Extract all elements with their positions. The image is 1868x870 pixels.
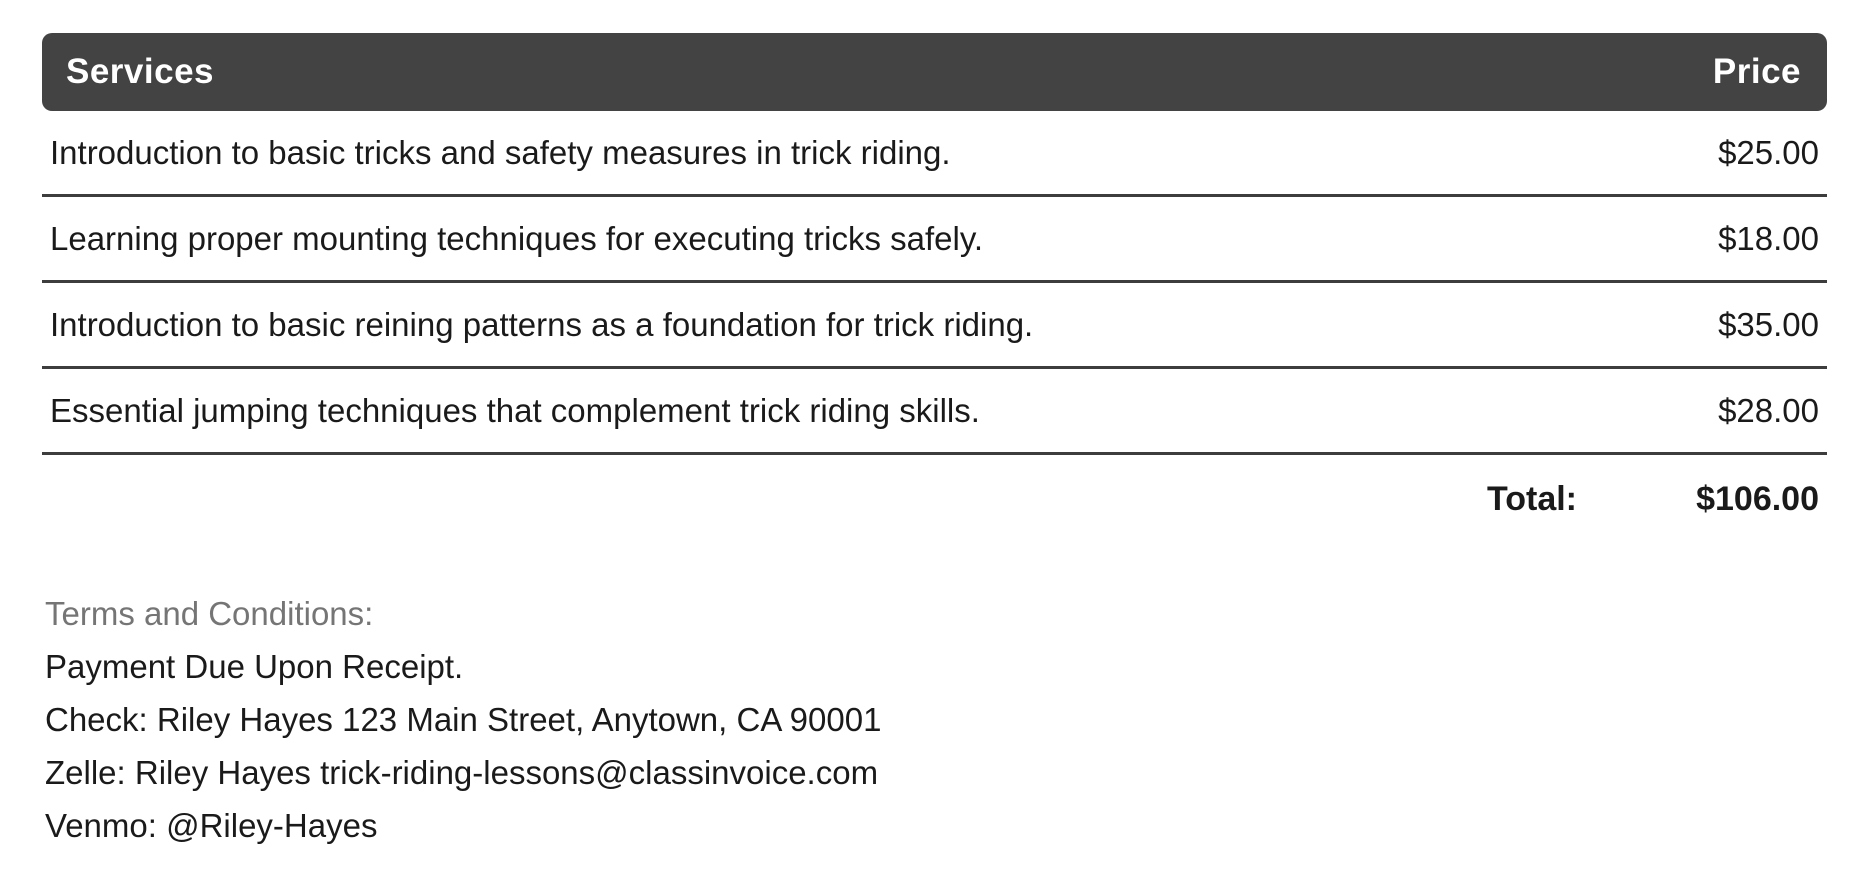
price-column-header: Price — [1712, 52, 1801, 91]
terms-heading: Terms and Conditions: — [45, 595, 374, 632]
price-cell: $25.00 — [1718, 133, 1819, 171]
services-table — [42, 33, 1827, 543]
table-row — [42, 369, 1827, 455]
table-row — [42, 283, 1827, 369]
service-description-cell: Essential jumping techniques that complement trick riding skills. — [50, 391, 980, 429]
total-label: Total: — [1486, 479, 1577, 518]
price-cell: $35.00 — [1718, 305, 1819, 343]
table-row — [42, 111, 1827, 197]
terms-line-venmo: Venmo: @Riley-Hayes — [45, 807, 378, 844]
price-cell: $28.00 — [1718, 391, 1819, 429]
services-column-header: Services — [66, 52, 215, 91]
terms-line-zelle: Zelle: Riley Hayes trick-riding-lessons@classinvoice.com — [45, 754, 879, 791]
total-row — [42, 455, 1827, 543]
service-description-cell: Introduction to basic reining patterns as a foundation for trick riding. — [50, 305, 1034, 343]
terms-and-conditions-section — [42, 587, 1827, 852]
price-cell: $18.00 — [1718, 219, 1819, 257]
total-value: $106.00 — [1696, 479, 1819, 518]
terms-line-check: Check: Riley Hayes 123 Main Street, Anytown, CA 90001 — [45, 701, 882, 738]
service-description-cell: Introduction to basic tricks and safety measures in trick riding. — [50, 133, 951, 171]
terms-line-payment-due: Payment Due Upon Receipt. — [45, 648, 464, 685]
table-row — [42, 197, 1827, 283]
service-description-cell: Learning proper mounting techniques for executing tricks safely. — [50, 219, 984, 257]
services-table-header — [42, 33, 1827, 111]
